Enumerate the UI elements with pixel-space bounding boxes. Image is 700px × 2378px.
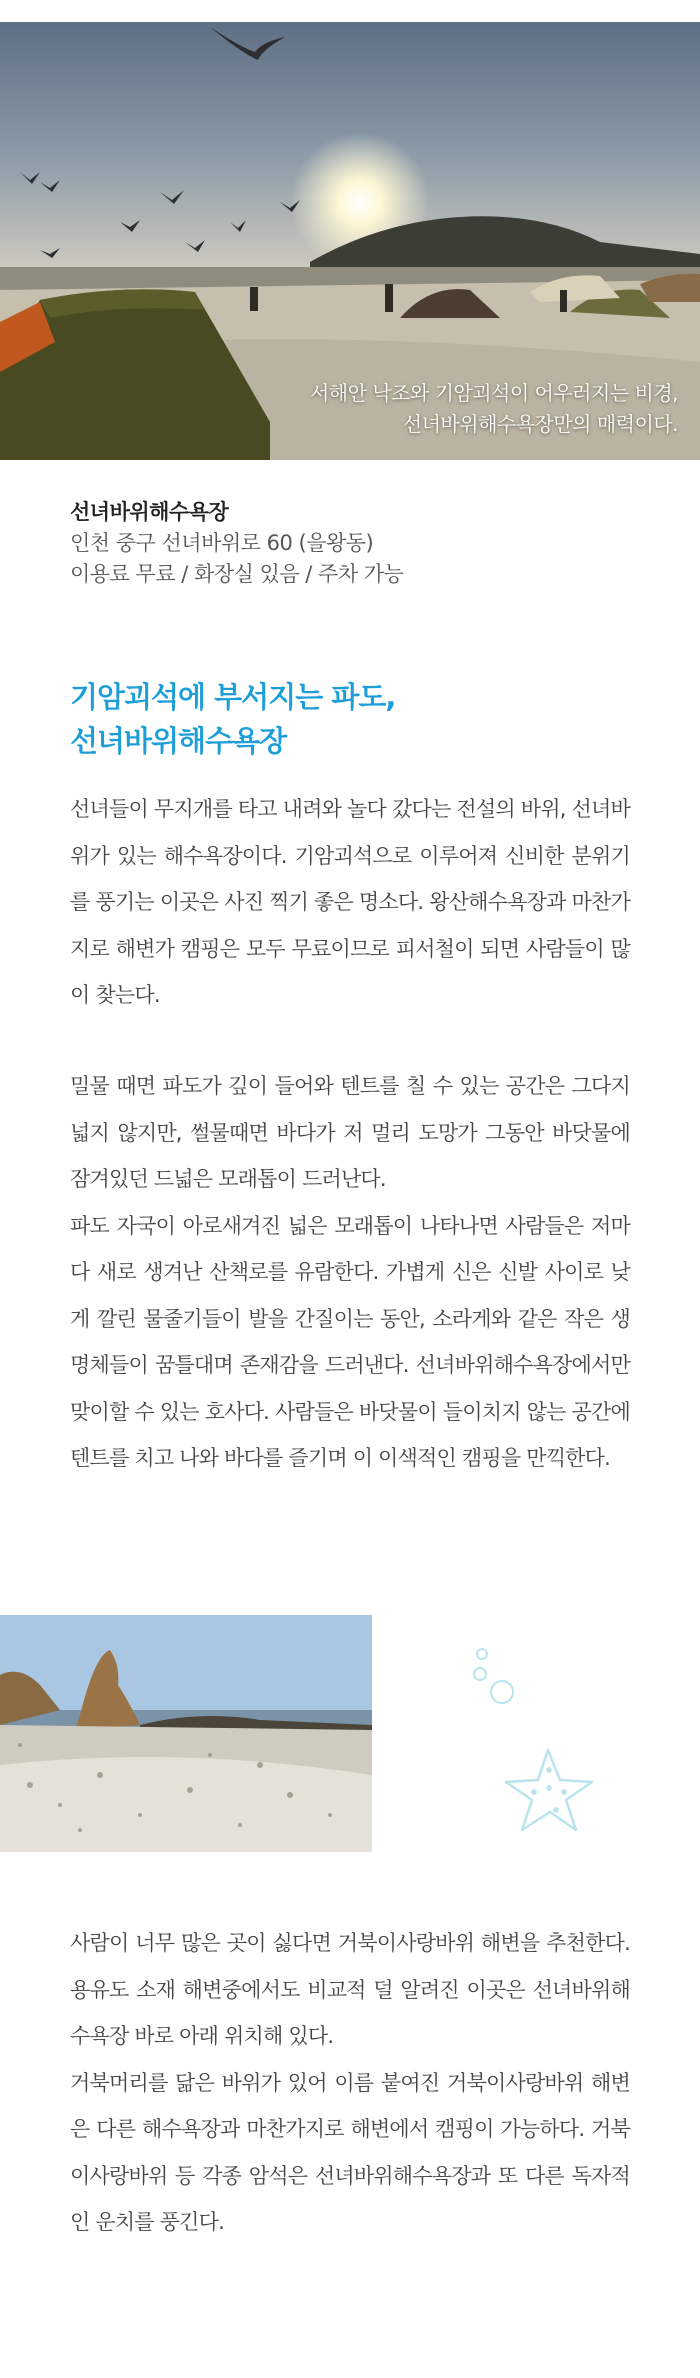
hero-caption-line1: 서해안 낙조와 기암괴석이 어우러지는 비경,: [309, 381, 678, 405]
hero-caption: [310, 378, 678, 440]
paragraph-turtle-rock: [70, 1920, 630, 2246]
starfish-icon: [506, 1750, 592, 1830]
bubbles-icon: [474, 1649, 513, 1703]
paragraph-tides-part2: 파도 자국이 아로새겨진 넓은 모래톱이 나타나면 사람들은 저마다 새로 생겨난 산책로를 유람한다. 가볍게 신은 신발 사이로 낮게 깔린 물줄기들이 발을 간질이는 동안, 소라게와 같은 작은 생명체들이 꿈틀대며 존재감을 드러낸다. 선녀바위해수욕장에서만 맞이할 수 있는 호사다. 사람들은 바닷물이 들이치지 않는 공간에 텐트를 치고 나와 바다를 즐기며 이 이색적인 캠핑을 만끽한다.: [70, 1213, 630, 1470]
paragraph-tides-part1: 밀물 때면 파도가 깊이 들어와 텐트를 칠 수 있는 공간은 그다지 넓지 않지만, 썰물때면 바다가 저 멀리 도망가 그동안 바닷물에 잠겨있던 드넓은 모래톱이 드러난다.: [70, 1074, 630, 1191]
beach-info: [70, 497, 630, 590]
paragraph-turtle-rock-part1: 사람이 너무 많은 곳이 싫다면 거북이사랑바위 해변을 추천한다. 용유도 소재 해변중에서도 비교적 덜 알려진 이곳은 선녀바위해수욕장 바로 아래 위치해 있다.: [70, 1931, 630, 2048]
beach-address: 인천 중구 선녀바위로 60 (을왕동): [70, 531, 374, 555]
paragraph-tides: [70, 1063, 630, 1482]
section-heading: [70, 675, 630, 763]
rocky-beach-photo-scene: [0, 1615, 372, 1852]
beach-facilities: 이용료 무료 / 화장실 있음 / 주차 가능: [70, 562, 404, 586]
paragraph-intro: 선녀들이 무지개를 타고 내려와 놀다 갔다는 전설의 바위, 선녀바위가 있는 해수욕장이다. 기암괴석으로 이루어져 신비한 분위기를 풍기는 이곳은 사진 찍기 좋은 명소다. 왕산해수욕장과 마찬가지로 해변가 캠핑은 모두 무료이므로 피서철이 되면 사람들이 많이 찾는다.: [70, 797, 630, 1007]
hero-photo: [0, 22, 700, 460]
section-heading-line1: 기암괴석에 부서지는 파도,: [70, 680, 396, 714]
decoration: [460, 1640, 610, 1840]
paragraph-turtle-rock-part2: 거북머리를 닮은 바위가 있어 이름 붙여진 거북이사랑바위 해변은 다른 해수욕장과 마찬가지로 해변에서 캠핑이 가능하다. 거북이사랑바위 등 각종 암석은 선녀바위해수욕장과 또 다른 독자적인 운치를 풍긴다.: [70, 2070, 630, 2234]
hero-caption-line2: 선녀바위해수욕장만의 매력이다.: [402, 412, 678, 436]
beach-name: 선녀바위해수욕장: [70, 500, 229, 524]
rocky-beach-photo: [0, 1615, 372, 1852]
section-heading-line2: 선녀바위해수욕장: [70, 724, 287, 758]
